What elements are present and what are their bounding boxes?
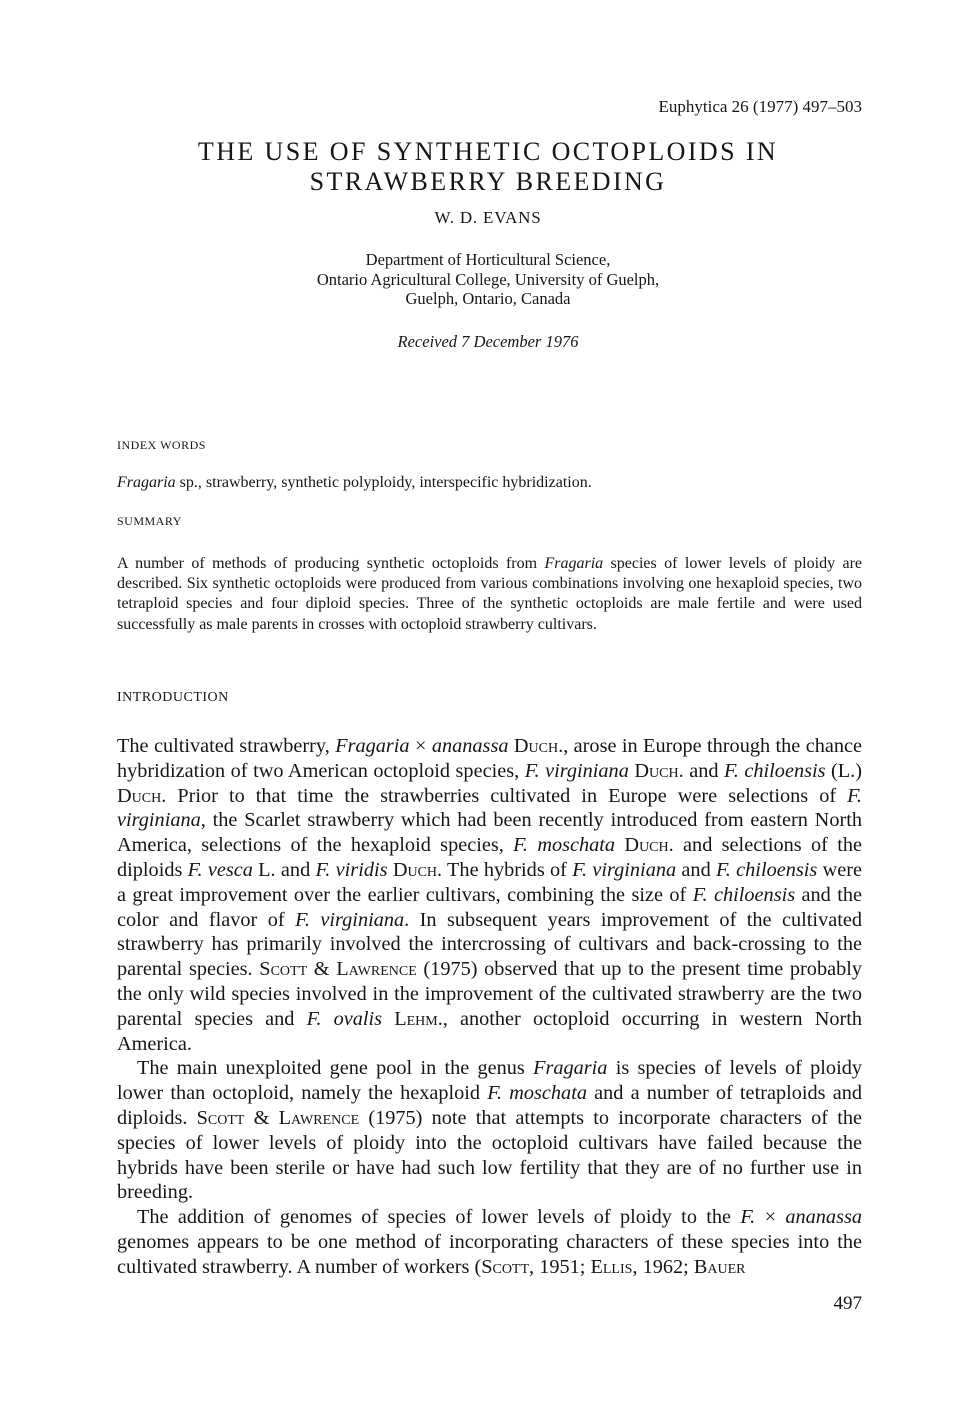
affiliation [0,250,976,309]
index-words-text: sp., strawberry, synthetic polyploidy, interspecific hybridization. [175,474,592,491]
paper-title-line-1: THE USE OF SYNTHETIC OCTOPLOIDS IN [197,137,779,166]
summary-heading: SUMMARY [117,514,182,528]
paper-title-line-2: STRAWBERRY BREEDING [309,167,667,196]
affiliation-line: Guelph, Ontario, Canada [405,289,571,308]
introduction-heading: INTRODUCTION [117,690,229,705]
author-name: W. D. EVANS [434,208,542,227]
introduction-body [117,734,862,1280]
introduction-paragraph-3: The addition of genomes of species of lower levels of ploidy to the F. × ananassa genomes appears to be one method of incorporating characters of these species into the cultivated strawberry. A number of workers (Scott, 1951; Ellis, 1962; Bauer [117,1206,862,1278]
journal-reference: Euphytica 26 (1977) 497–503 [658,97,862,116]
index-words-heading: INDEX WORDS [117,438,206,452]
affiliation-line: Department of Horticultural Science, [365,250,611,269]
introduction-paragraph-1: The cultivated strawberry, Fragaria × ananassa Duch., arose in Europe through the chance hybridization of two American octoploid species, F. virginiana Duch. and F. chiloensis (L.) Duch. Prior to that time the strawberries cultivated in Europe were selections of F. virginiana, the Scarlet strawberry which had been recently introduced from eastern North America, selections of the hexaploid species, F. moschata Duch. and selections of the diploids F. vesca L. and F. viridis Duch. The hybrids of F. virginiana and F. chiloensis were a great improvement over the earlier cultivars, combining the size of F. chiloensis and the color and flavor of F. virginiana. In subsequent years improvement of the cultivated strawberry has primarily involved the intercrossing of cultivars and back-crossing to the parental species. Scott & Lawrence (1975) observed that up to the present time probably the only wild species involved in the improvement of the cultivated strawberry are the two parental species and F. ovalis Lehm., another octoploid occurring in western North America. [117,735,863,1055]
index-words-genus: Fragaria [117,474,176,491]
introduction-paragraph-2: The main unexploited gene pool in the genus Fragaria is species of levels of ploidy lower than octoploid, namely the hexaploid F. moschata and a number of tetraploids and diploids. Scott & Lawrence (1975) note that attempts to incorporate characters of the species of lower levels of ploidy into the octoploid cultivars have failed because the hybrids have been sterile or have had such low fertility that they are of no further use in breeding. [117,1057,862,1204]
page-number: 497 [833,1293,862,1314]
summary-paragraph: A number of methods of producing synthetic octoploids from Fragaria species of lower levels of ploidy are described. Six synthetic octoploids were produced from various combinations involving one hexaploid species, two tetraploid species and four diploid species. Three of the synthetic octoploids are male fertile and were used successfully as male parents in crosses with octoploid strawberry cultivars. [117,555,863,633]
affiliation-line: Ontario Agricultural College, University of Guelph, [316,269,660,289]
received-date: Received 7 December 1976 [397,332,579,351]
paper-title [0,137,976,197]
index-words [117,474,862,492]
